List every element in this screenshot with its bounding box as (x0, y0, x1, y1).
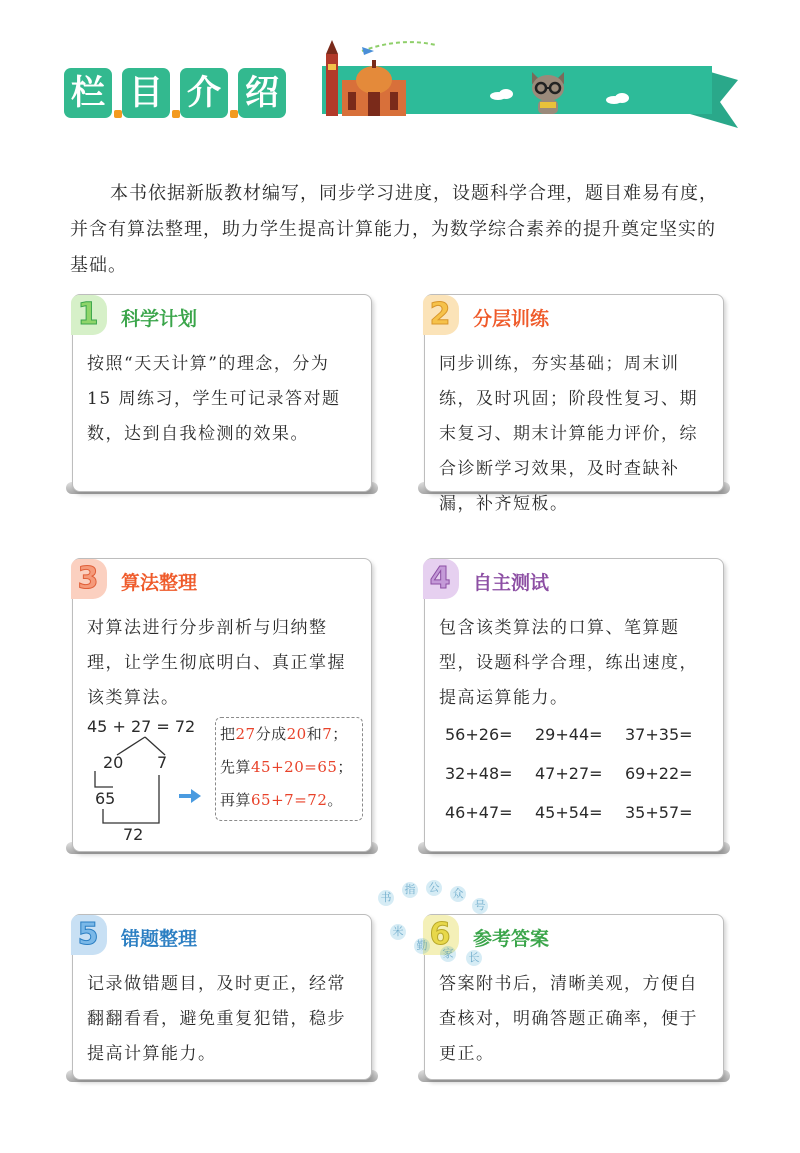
title-tile: 目 (122, 68, 170, 118)
step-line: 再算65+7=72。 (220, 791, 343, 809)
algorithm-example (73, 709, 371, 849)
card-layered-training (424, 294, 724, 514)
card-title: 算法整理 (121, 572, 198, 594)
section-title (64, 68, 286, 118)
card-header (73, 295, 371, 347)
card-header (425, 915, 723, 967)
card-title: 自主测试 (473, 572, 550, 594)
cloud-icon (604, 92, 632, 104)
title-tile: 栏 (64, 68, 112, 118)
card-answer-key (424, 914, 724, 1080)
card-body: 对算法进行分步剖析与归纳整理，让学生彻底明白、真正掌握该类算法。 (87, 618, 346, 708)
step-line: 先算45+20=65； (220, 758, 353, 776)
card-body: 包含该类算法的口算、笔算题型，设题科学合理，练出速度，提高运算能力。 (439, 618, 698, 708)
step-line: 把27分成20和7； (220, 725, 348, 743)
card-body: 记录做错题目，及时更正，经常翻翻看看，避免重复犯错，稳步提高计算能力。 (87, 974, 346, 1064)
arrow-right-icon (179, 789, 201, 803)
card-number: 3 (77, 561, 99, 596)
card-scientific-plan (72, 294, 372, 492)
card-header (425, 295, 723, 347)
card-title: 错题整理 (121, 928, 198, 950)
cloud-icon (488, 88, 516, 100)
card-error-log (72, 914, 372, 1080)
problem-item: 32+48= (445, 764, 513, 783)
card-number: 4 (429, 561, 451, 596)
problem-item: 47+27= (535, 764, 603, 783)
title-tile: 介 (180, 68, 228, 118)
title-tile: 绍 (238, 68, 286, 118)
problem-item: 37+35= (625, 725, 693, 744)
card-header (73, 559, 371, 611)
sample-problems (445, 725, 715, 822)
raccoon-mascot-icon (526, 68, 570, 114)
card-title: 科学计划 (121, 308, 198, 330)
problem-item: 45+54= (535, 803, 603, 822)
final-result: 72 (123, 825, 144, 844)
card-body: 同步训练，夯实基础；周末训练，及时巩固；阶段性复习、期末复习、期末计算能力评价，综合诊断学习效果，及时查缺补漏，补齐短板。 (439, 354, 698, 514)
equation: 45 + 27 = 72 (87, 717, 196, 736)
card-number: 2 (429, 297, 451, 332)
banner-ribbon-tail (690, 66, 738, 128)
partial-sum: 65 (95, 789, 116, 808)
card-number: 5 (77, 917, 99, 952)
card-body: 按照“天天计算”的理念，分为 15 周练习，学生可记录答对题数，达到自我检测的效果。 (87, 354, 341, 444)
problem-item: 35+57= (625, 803, 693, 822)
header (0, 0, 800, 150)
problem-item: 29+44= (535, 725, 603, 744)
split-part: 20 (103, 753, 124, 772)
card-number: 1 (77, 297, 99, 332)
card-algorithm-summary (72, 558, 372, 852)
castle-illustration-icon (322, 40, 412, 120)
card-title: 参考答案 (473, 928, 550, 950)
problem-item: 46+47= (445, 803, 513, 822)
problem-item: 69+22= (625, 764, 693, 783)
card-self-test (424, 558, 724, 852)
split-part: 7 (157, 753, 168, 772)
card-header (425, 559, 723, 611)
watermark: 书 指 公 众 号 米 勤 家 长 (368, 880, 518, 990)
card-title: 分层训练 (473, 308, 550, 330)
intro-paragraph: 本书依据新版教材编写，同步学习进度，设题科学合理，题目难易有度，并含有算法整理，助力学生提高计算能力，为数学综合素养的提升奠定坚实的基础。 (70, 183, 718, 276)
algorithm-explanation (215, 717, 363, 821)
problem-item: 56+26= (445, 725, 513, 744)
card-header (73, 915, 371, 967)
card-body: 答案附书后，清晰美观，方便自查核对，明确答题正确率，便于更正。 (439, 974, 698, 1064)
card-number: 6 (429, 917, 451, 952)
